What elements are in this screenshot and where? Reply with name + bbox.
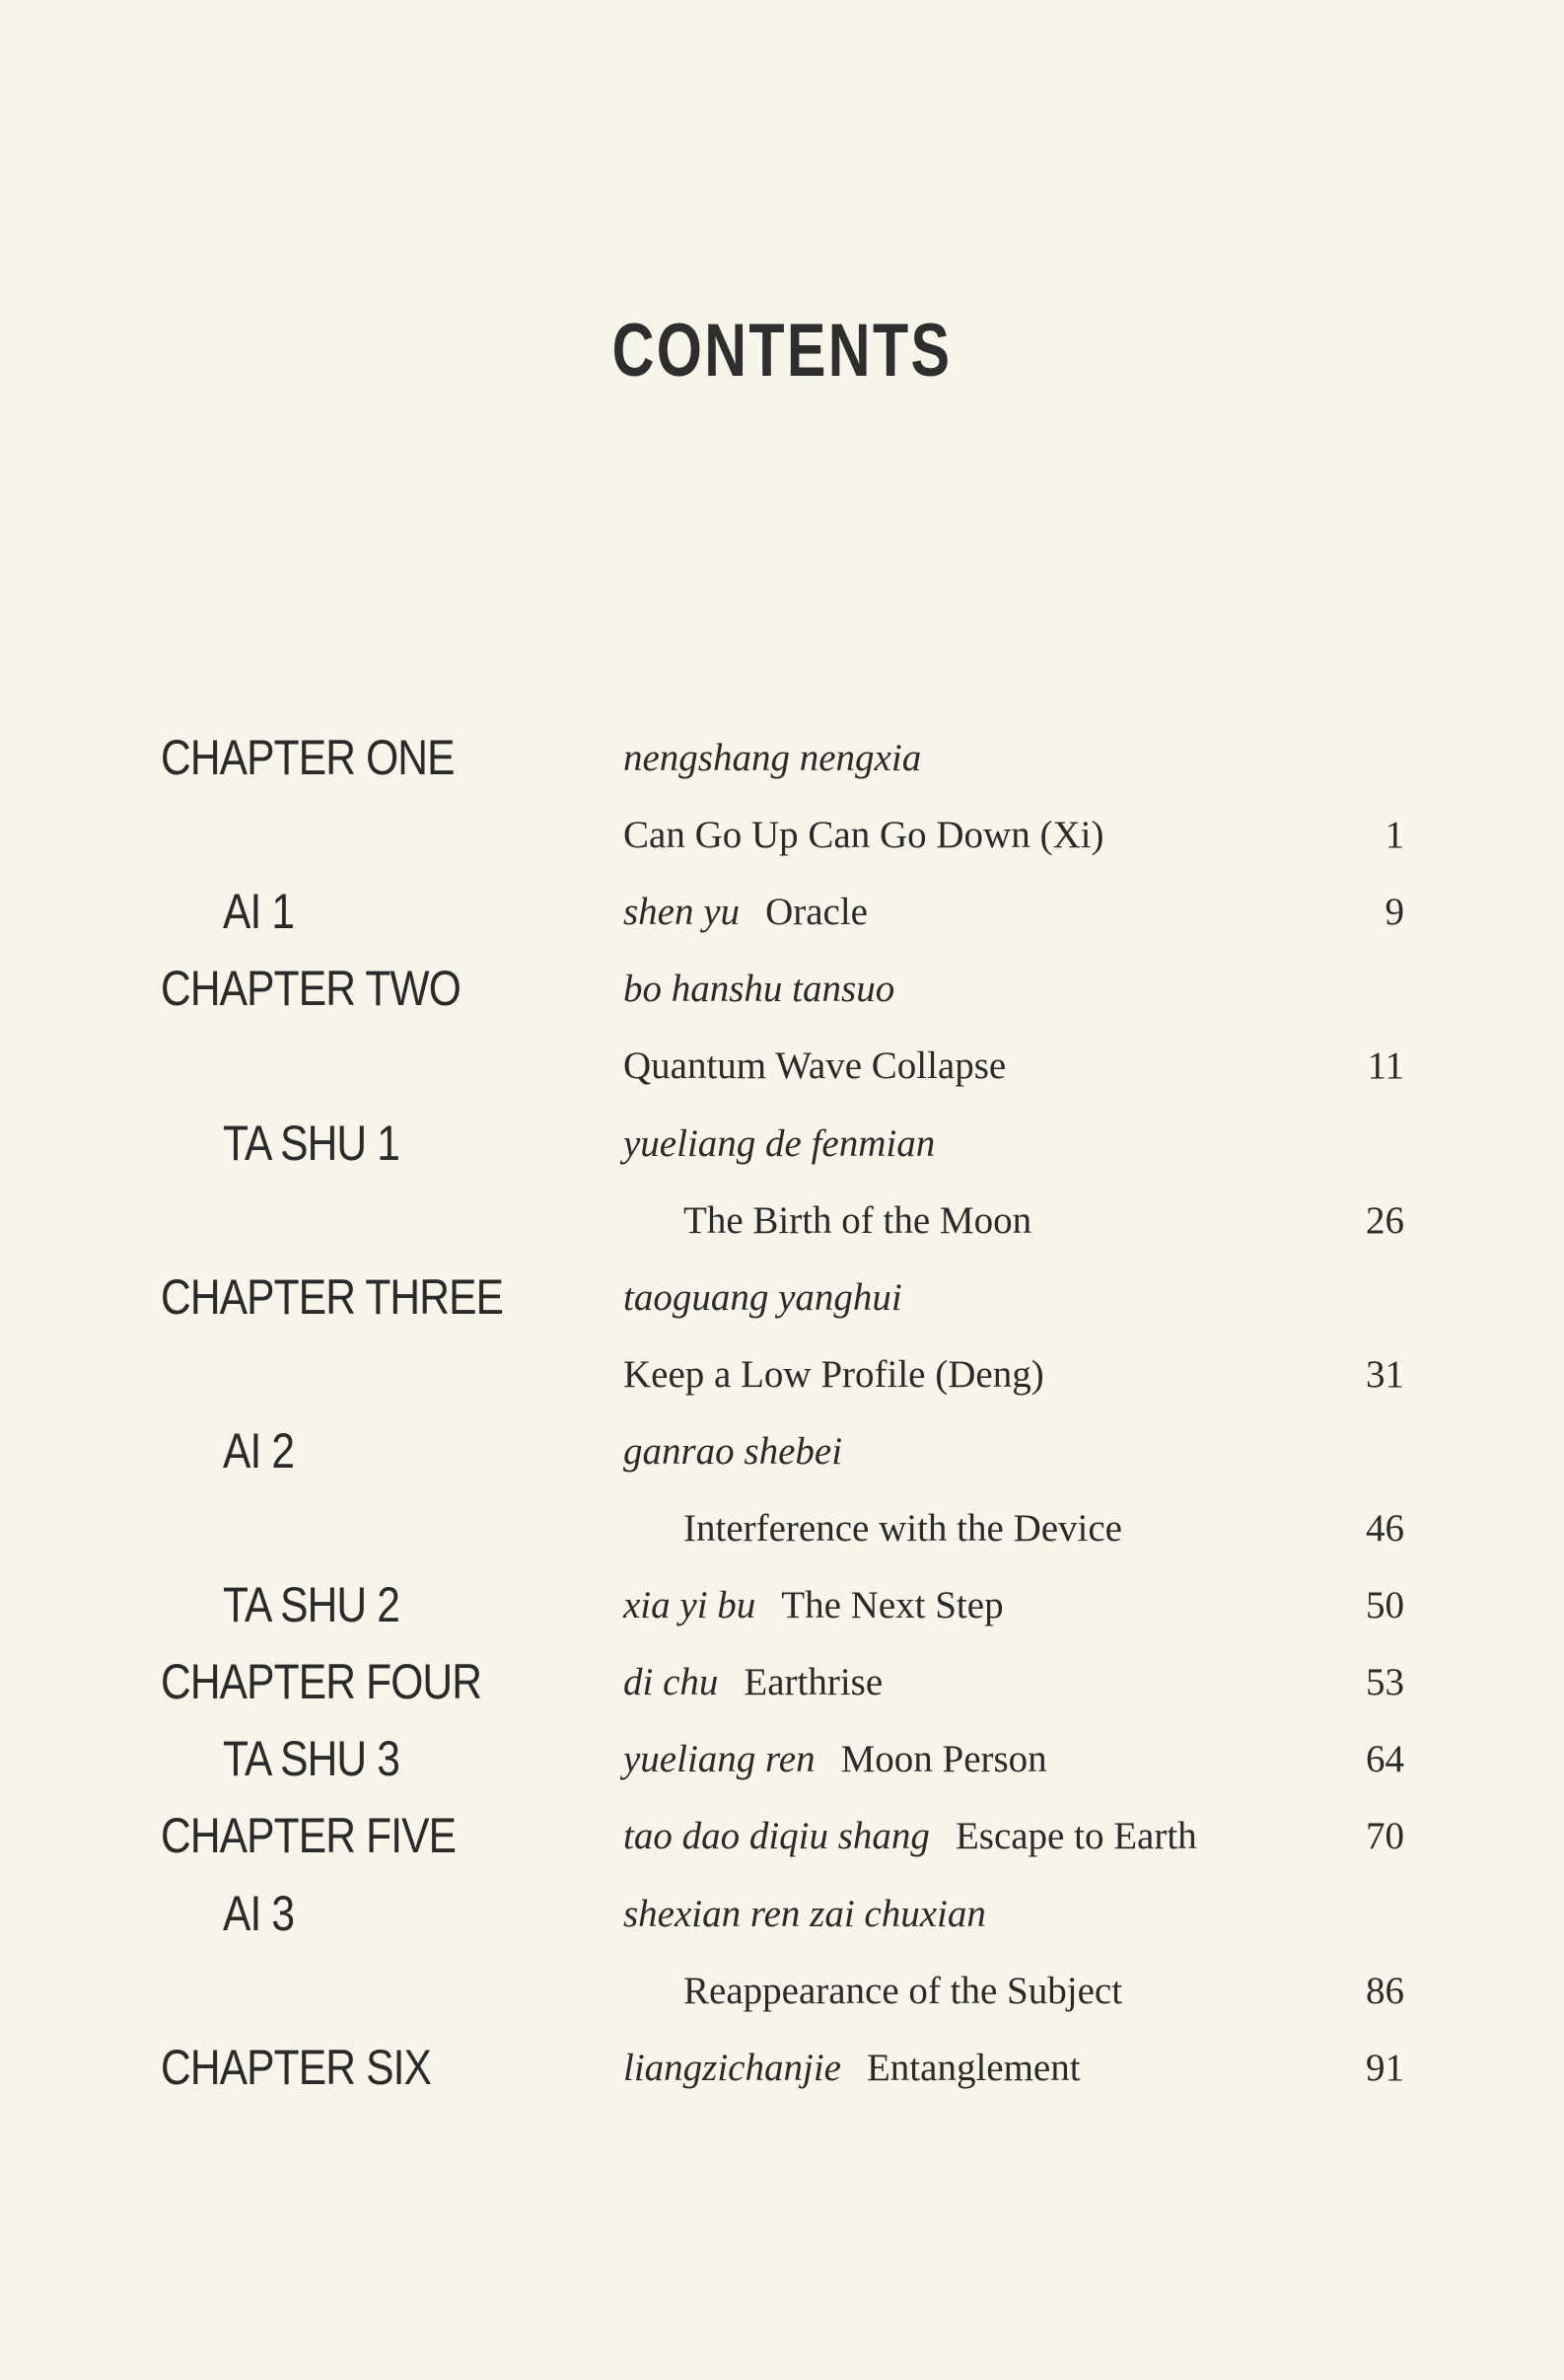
english-title: Can Go Up Can Go Down (Xi) — [623, 814, 1104, 856]
toc-row — [0, 1963, 1564, 2032]
english-title: Quantum Wave Collapse — [623, 1045, 1007, 1087]
page-number: 31 — [1366, 1353, 1404, 1396]
toc-entry — [623, 890, 868, 936]
toc-row — [0, 1808, 1564, 1877]
toc-entry — [623, 1275, 902, 1322]
pinyin-title: liangzichanjie — [623, 2047, 841, 2089]
english-title: Moon Person — [840, 1738, 1047, 1780]
english-title: Earthrise — [744, 1661, 884, 1703]
page-number: 86 — [1366, 1970, 1404, 2012]
toc-entry — [623, 1352, 1044, 1399]
pinyin-title: shexian ren zai chuxian — [623, 1893, 986, 1935]
toc-entry — [623, 736, 921, 782]
pinyin-title: xia yi bu — [623, 1584, 756, 1626]
toc-entry — [623, 1429, 842, 1476]
toc-entry — [623, 1044, 1006, 1090]
page-number: 53 — [1366, 1661, 1404, 1703]
pinyin-title: shen yu — [623, 891, 741, 933]
toc-entry — [623, 1660, 883, 1706]
page-title: CONTENTS — [611, 309, 953, 393]
english-title: The Birth of the Moon — [683, 1199, 1032, 1242]
toc-row — [0, 1116, 1564, 1185]
toc-entry — [623, 1892, 986, 1938]
toc-entry — [623, 1121, 935, 1168]
toc-entry — [683, 1969, 1122, 2015]
toc-row — [0, 884, 1564, 953]
chapter-label: TA SHU 3 — [223, 1731, 400, 1786]
toc-row — [0, 807, 1564, 876]
toc-row — [0, 1038, 1564, 1107]
toc-row — [0, 730, 1564, 799]
chapter-label: CHAPTER SIX — [161, 2040, 432, 2095]
english-title: Keep a Low Profile (Deng) — [623, 1353, 1044, 1396]
toc-row — [0, 1192, 1564, 1262]
english-title: Oracle — [765, 891, 868, 933]
pinyin-title: yueliang de fenmian — [623, 1122, 936, 1165]
chapter-label: AI 3 — [223, 1886, 295, 1941]
page-number: 9 — [1385, 891, 1404, 933]
toc-row — [0, 1731, 1564, 1800]
page-number: 64 — [1366, 1738, 1404, 1780]
english-title: Reappearance of the Subject — [683, 1970, 1123, 2012]
page-number: 91 — [1366, 2047, 1404, 2089]
pinyin-title: bo hanshu tansuo — [623, 968, 895, 1010]
toc-row — [0, 1886, 1564, 1955]
toc-entry — [623, 813, 1103, 859]
toc-entry — [623, 1737, 1047, 1783]
page-number: 50 — [1366, 1584, 1404, 1626]
toc-entry — [623, 967, 894, 1013]
english-title: Interference with the Device — [683, 1507, 1122, 1550]
page-number: 26 — [1366, 1199, 1404, 1242]
pinyin-title: nengshang nengxia — [623, 737, 922, 779]
pinyin-title: ganrao shebei — [623, 1430, 843, 1473]
toc-entry — [623, 1583, 1004, 1629]
page-number: 70 — [1366, 1815, 1404, 1857]
page-number: 1 — [1385, 814, 1404, 856]
toc-row — [0, 2040, 1564, 2109]
chapter-label: CHAPTER ONE — [161, 730, 455, 785]
toc-row — [0, 1269, 1564, 1338]
toc-entry — [683, 1506, 1122, 1552]
toc-entry — [683, 1198, 1031, 1245]
chapter-label: AI 2 — [223, 1423, 295, 1478]
pinyin-title: yueliang ren — [623, 1738, 816, 1780]
toc-entry — [623, 2046, 1081, 2092]
english-title: The Next Step — [781, 1584, 1004, 1626]
english-title: Escape to Earth — [955, 1815, 1197, 1857]
pinyin-title: tao dao diqiu shang — [623, 1815, 930, 1857]
toc-row — [0, 961, 1564, 1030]
toc-row — [0, 1423, 1564, 1492]
chapter-label: CHAPTER FIVE — [161, 1808, 457, 1863]
english-title: Entanglement — [866, 2047, 1081, 2089]
chapter-label: CHAPTER FOUR — [161, 1654, 482, 1709]
chapter-label: CHAPTER THREE — [161, 1269, 504, 1325]
chapter-label: AI 1 — [223, 884, 295, 939]
toc-entry — [623, 1814, 1197, 1860]
page-number: 46 — [1366, 1507, 1404, 1550]
toc-row — [0, 1577, 1564, 1646]
toc-row — [0, 1500, 1564, 1569]
pinyin-title: di chu — [623, 1661, 719, 1703]
chapter-label: CHAPTER TWO — [161, 961, 461, 1016]
chapter-label: TA SHU 1 — [223, 1116, 400, 1171]
pinyin-title: taoguang yanghui — [623, 1276, 902, 1319]
toc-row — [0, 1654, 1564, 1723]
page-number: 11 — [1367, 1045, 1404, 1087]
chapter-label: TA SHU 2 — [223, 1577, 400, 1632]
toc-row — [0, 1346, 1564, 1415]
